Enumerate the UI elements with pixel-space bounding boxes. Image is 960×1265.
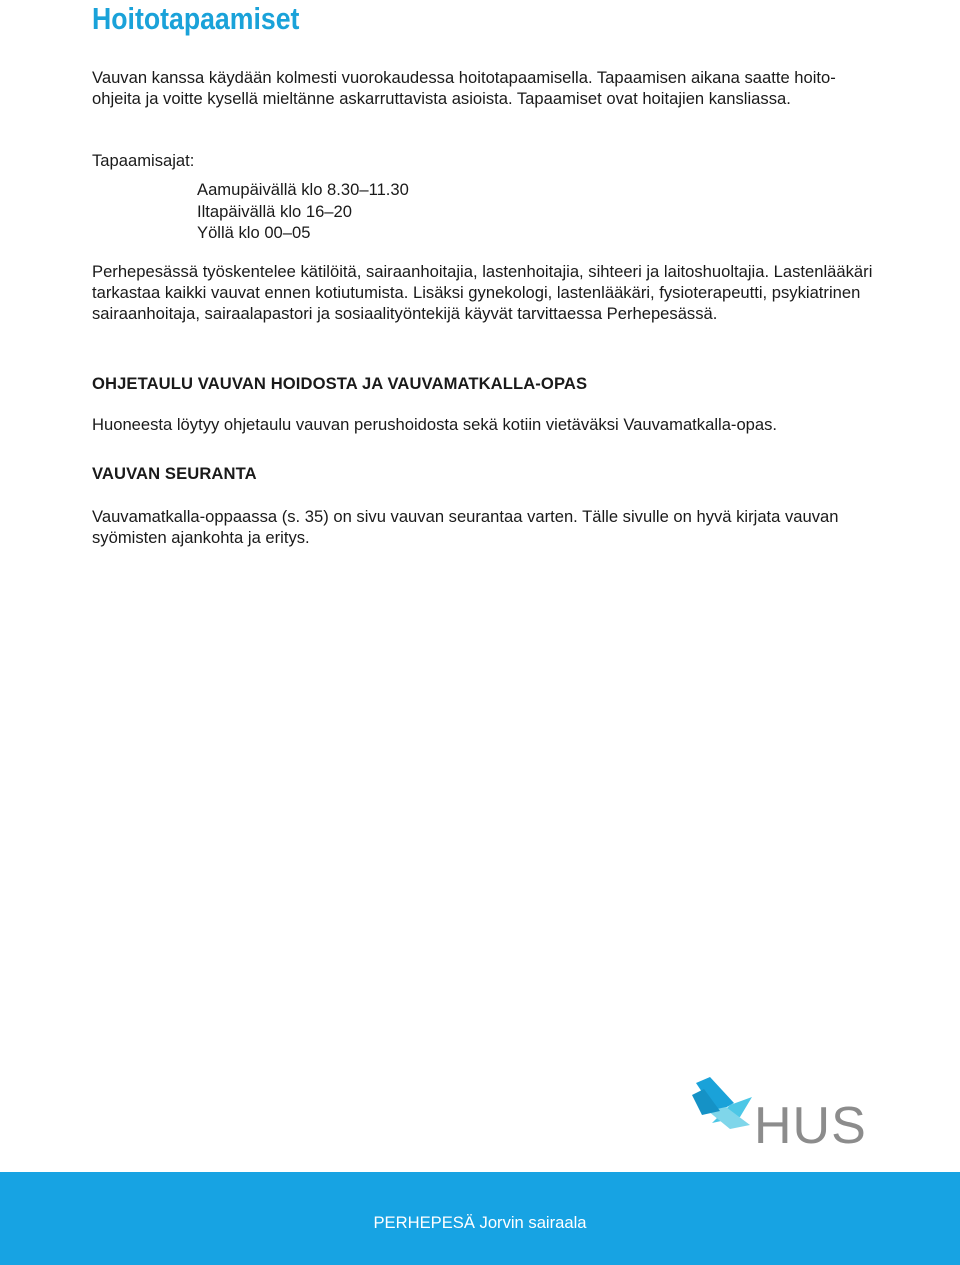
hus-cross-icon <box>690 1075 870 1150</box>
footer-text: PERHEPESÄ Jorvin sairaala <box>373 1213 587 1232</box>
times-list <box>197 179 409 244</box>
hus-logo-text: HUS <box>754 1097 867 1150</box>
section-text-ohjetaulu: Huoneesta löytyy ohjetaulu vauvan perushoidosta sekä kotiin vietäväksi Vauvamatkalla-opas. <box>92 415 778 434</box>
hus-logo <box>690 1075 870 1150</box>
time-item-morning: Aamupäivällä klo 8.30–11.30 <box>197 180 409 199</box>
page-title: Hoitotapaamiset <box>92 1 300 36</box>
staff-paragraph: Perhepesässä työskentelee kätilöitä, sairaanhoitajia, lastenhoitajia, sihteeri ja laitoshuoltajia. Lastenlääkäri tarkastaa kaikki vauvat ennen kotiutumista. Lisäksi gynekologi, lastenlääkäri, fysioterapeutti, psykiatrinen sairaanhoitaja, sairaalapastori ja sosiaalityöntekijä käyvät tarvittaessa Perhepesässä. <box>92 262 873 323</box>
time-item-afternoon: Iltapäivällä klo 16–20 <box>197 201 352 221</box>
section-heading-ohjetaulu: OHJETAULU VAUVAN HOIDOSTA JA VAUVAMATKALLA-OPAS <box>92 374 588 393</box>
section-text-seuranta: Vauvamatkalla-oppaassa (s. 35) on sivu vauvan seurantaa varten. Tälle sivulle on hyvä kirjata vauvan syömisten ajankohta ja eritys. <box>92 507 839 547</box>
intro-paragraph: Vauvan kanssa käydään kolmesti vuorokaudessa hoitotapaamisella. Tapaamisen aikana saatte hoito-ohjeita ja voitte kysellä mieltänne askarruttavista asioista. Tapaamiset ovat hoitajien kansliassa. <box>92 68 836 108</box>
section-heading-seuranta: VAUVAN SEURANTA <box>92 464 257 483</box>
times-label: Tapaamisajat: <box>92 151 195 170</box>
time-item-night: Yöllä klo 00–05 <box>197 223 311 242</box>
